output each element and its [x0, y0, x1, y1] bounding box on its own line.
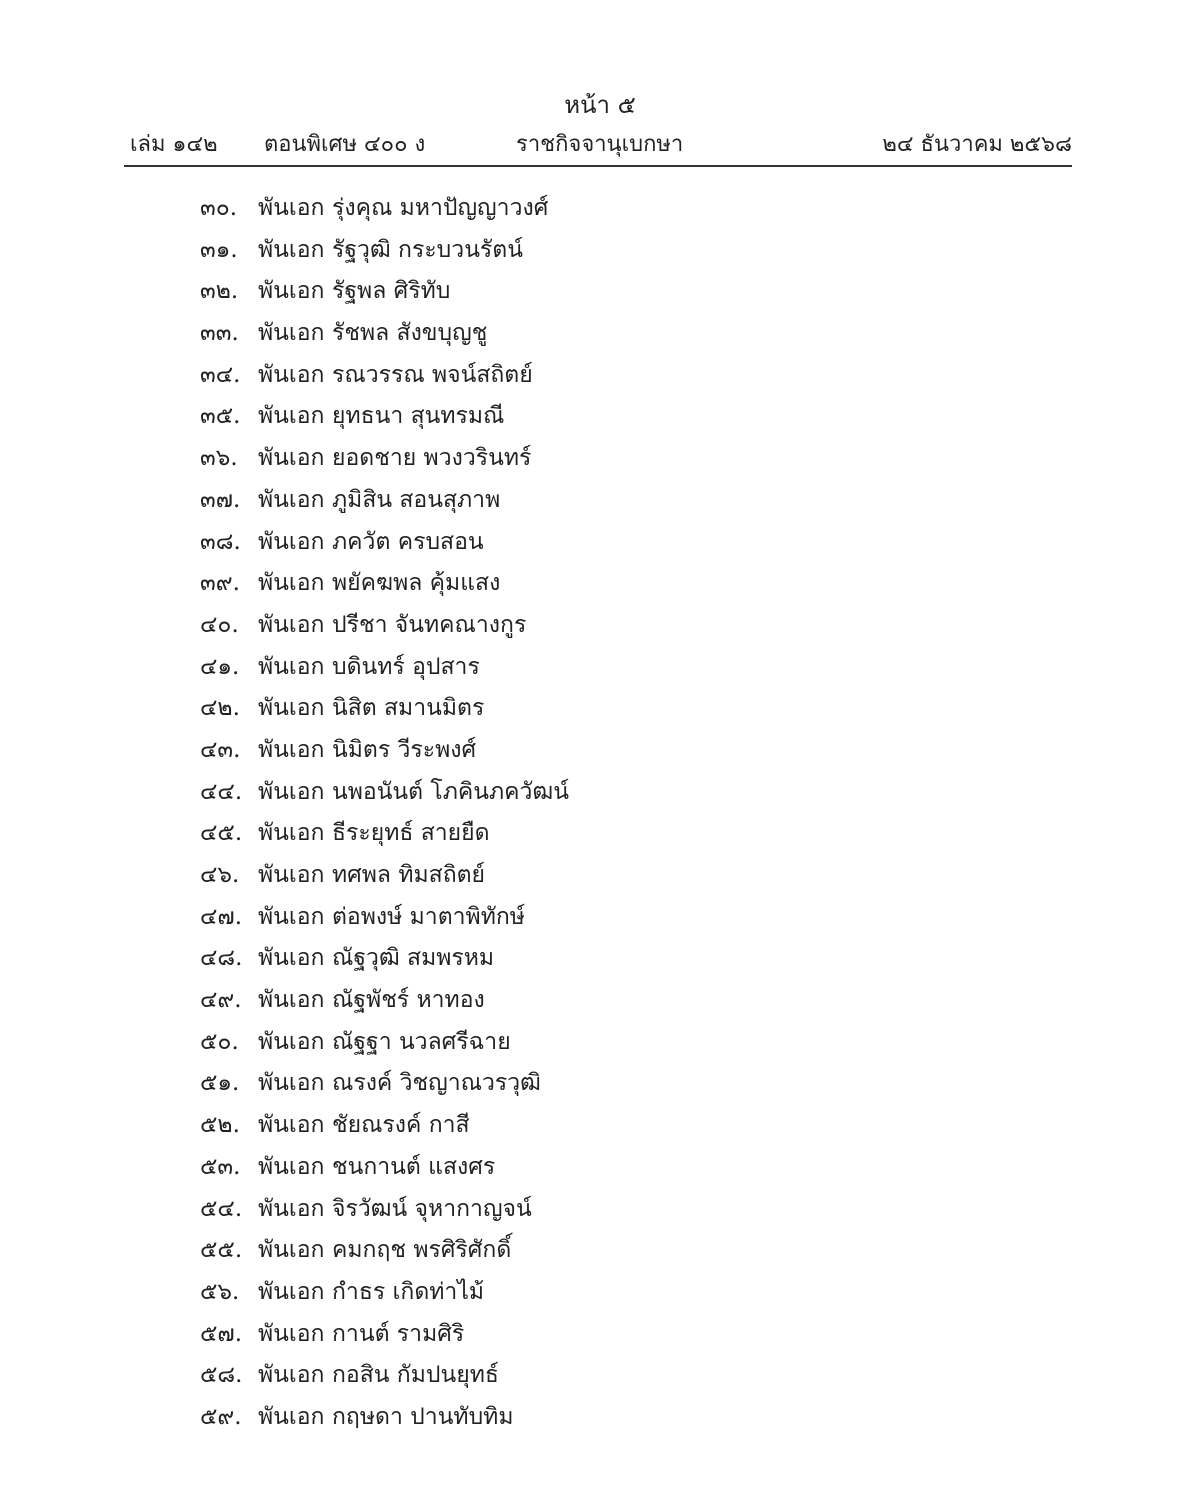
entry-name: ยุทธนา สุนทรมณี	[332, 403, 505, 430]
list-item	[0, 1189, 1200, 1231]
list-item	[0, 730, 1200, 772]
list-item	[0, 522, 1200, 564]
list-item	[0, 1063, 1200, 1105]
entry-name: รัฐพล ศิริทับ	[332, 278, 451, 305]
entry-number: ๓๑.	[200, 236, 238, 263]
entry-number: ๕๔.	[200, 1195, 243, 1222]
entry-rank: พันเอก	[258, 445, 325, 472]
entry-name: ต่อพงษ์ มาตาพิทักษ์	[332, 903, 525, 930]
entry-name: นพอนันต์ โภคินภควัฒน์	[332, 778, 569, 805]
entry-name: พยัคฆพล คุ้มแสง	[332, 570, 501, 597]
list-item	[0, 396, 1200, 438]
entry-number: ๕๕.	[200, 1237, 243, 1264]
gazette-title: ราชกิจจานุเบกษา	[516, 132, 684, 157]
entry-rank: พันเอก	[258, 403, 325, 430]
list-item	[0, 188, 1200, 230]
entry-rank: พันเอก	[258, 820, 325, 847]
entry-name: กอสิน กัมปนยุทธ์	[332, 1362, 499, 1389]
entry-rank: พันเอก	[258, 611, 325, 638]
entry-rank: พันเอก	[258, 278, 325, 305]
list-item	[0, 813, 1200, 855]
entry-name: บดินทร์ อุปสาร	[332, 653, 480, 680]
entry-rank: พันเอก	[258, 486, 325, 513]
list-item	[0, 563, 1200, 605]
entry-rank: พันเอก	[258, 736, 325, 763]
entry-rank: พันเอก	[258, 236, 325, 263]
entry-rank: พันเอก	[258, 653, 325, 680]
entry-number: ๓๗.	[200, 486, 241, 513]
page-number: หน้า ๕	[564, 91, 636, 119]
entry-name: ปรีชา จันทคณางกูร	[332, 611, 527, 638]
entry-number: ๔๔.	[200, 778, 243, 805]
volume-label: เล่ม ๑๔๒	[130, 132, 218, 157]
entry-rank: พันเอก	[258, 195, 325, 221]
entry-name: ยอดชาย พวงวรินทร์	[332, 445, 532, 472]
list-item	[0, 647, 1200, 689]
entry-name: กำธร เกิดท่าไม้	[332, 1278, 485, 1305]
entry-rank: พันเอก	[258, 320, 325, 347]
entry-number: ๓๘.	[200, 528, 241, 555]
entry-name: ภควัต ครบสอน	[332, 528, 484, 555]
entry-name: รณวรรณ พจน์สถิตย์	[332, 361, 533, 388]
entry-number: ๓๔.	[200, 361, 241, 388]
entry-name: คมกฤช พรศิริศักดิ์	[332, 1237, 512, 1264]
list-item	[0, 1314, 1200, 1356]
entry-rank: พันเอก	[258, 945, 325, 972]
list-item	[0, 355, 1200, 397]
list-item	[0, 480, 1200, 522]
header-divider	[124, 165, 1072, 167]
entry-number: ๓๓.	[200, 320, 239, 347]
list-item	[0, 897, 1200, 939]
entry-number: ๕๙.	[200, 1403, 242, 1430]
entry-name: รัฐวุฒิ กระบวนรัตน์	[332, 236, 523, 263]
list-item	[0, 271, 1200, 313]
entry-rank: พันเอก	[258, 1195, 325, 1222]
entry-name: นิสิต สมานมิตร	[332, 695, 485, 722]
entry-number: ๔๐.	[200, 611, 239, 638]
entry-rank: พันเอก	[258, 1028, 325, 1055]
entry-number: ๓๕.	[200, 403, 241, 430]
entry-number: ๓๖.	[200, 445, 238, 472]
list-item	[0, 1272, 1200, 1314]
name-list	[0, 188, 1200, 1439]
entry-number: ๔๕.	[200, 820, 243, 847]
entry-rank: พันเอก	[258, 1070, 325, 1097]
entry-name: กานต์ รามศิริ	[332, 1320, 465, 1347]
list-item	[0, 1355, 1200, 1397]
entry-number: ๓๐.	[200, 195, 238, 221]
entry-name: จิรวัฒน์ จุหากาญจน์	[332, 1195, 532, 1222]
entry-rank: พันเอก	[258, 1112, 325, 1139]
list-item	[0, 230, 1200, 272]
entry-rank: พันเอก	[258, 1362, 325, 1389]
list-item	[0, 313, 1200, 355]
entry-name: ณัฐวุฒิ สมพรหม	[332, 945, 495, 972]
entry-rank: พันเอก	[258, 1278, 325, 1305]
entry-number: ๕๗.	[200, 1320, 243, 1347]
entry-number: ๕๘.	[200, 1362, 243, 1389]
list-item	[0, 980, 1200, 1022]
entry-name: นิมิตร วีระพงศ์	[332, 736, 477, 763]
entry-rank: พันเอก	[258, 361, 325, 388]
entry-rank: พันเอก	[258, 862, 325, 888]
list-item	[0, 1105, 1200, 1147]
list-item	[0, 688, 1200, 730]
entry-number: ๔๖.	[200, 862, 240, 888]
entry-rank: พันเอก	[258, 528, 325, 555]
list-item	[0, 1397, 1200, 1439]
list-item	[0, 1022, 1200, 1064]
entry-number: ๓๒.	[200, 278, 239, 305]
entry-name: ธีระยุทธ์ สายยืด	[332, 820, 490, 847]
entry-number: ๕๒.	[200, 1112, 240, 1139]
entry-rank: พันเอก	[258, 1237, 325, 1264]
list-item	[0, 938, 1200, 980]
entry-number: ๔๓.	[200, 736, 241, 763]
list-item	[0, 1230, 1200, 1272]
entry-number: ๔๒.	[200, 695, 240, 722]
entry-number: ๔๘.	[200, 945, 243, 972]
entry-number: ๕๓.	[200, 1153, 241, 1180]
list-item	[0, 605, 1200, 647]
entry-name: ณัฐฐา นวลศรีฉาย	[332, 1028, 511, 1055]
entry-rank: พันเอก	[258, 778, 325, 805]
entry-name: ณรงค์ วิชญาณวรวุฒิ	[332, 1070, 541, 1097]
entry-number: ๕๐.	[200, 1028, 239, 1055]
entry-rank: พันเอก	[258, 987, 325, 1014]
entry-number: ๕๑.	[200, 1070, 240, 1097]
entry-number: ๓๙.	[200, 570, 240, 597]
entry-name: รัชพล สังขบุญชู	[332, 320, 488, 347]
issue-label: ตอนพิเศษ ๔๐๐ ง	[264, 132, 426, 157]
entry-name: ณัฐพัชร์ หาทอง	[332, 987, 485, 1014]
entry-name: กฤษดา ปานทับทิม	[332, 1403, 514, 1430]
list-item	[0, 438, 1200, 480]
entry-rank: พันเอก	[258, 1403, 325, 1430]
entry-name: ชนกานต์ แสงศร	[332, 1153, 496, 1180]
list-item	[0, 772, 1200, 814]
gazette-header	[124, 128, 1072, 162]
entry-name: ภูมิสิน สอนสุภาพ	[332, 486, 501, 513]
entry-number: ๔๗.	[200, 903, 243, 930]
entry-rank: พันเอก	[258, 695, 325, 722]
entry-name: ชัยณรงค์ กาสี	[332, 1112, 470, 1139]
list-item	[0, 1147, 1200, 1189]
entry-name: รุ่งคุณ มหาปัญญาวงศ์	[332, 195, 549, 221]
entry-number: ๕๖.	[200, 1278, 240, 1305]
entry-number: ๔๙.	[200, 987, 242, 1014]
entry-name: ทศพล ทิมสถิตย์	[332, 862, 486, 888]
entry-rank: พันเอก	[258, 1320, 325, 1347]
entry-rank: พันเอก	[258, 1153, 325, 1180]
entry-rank: พันเอก	[258, 903, 325, 930]
entry-rank: พันเอก	[258, 570, 325, 597]
list-item	[0, 855, 1200, 897]
entry-number: ๔๑.	[200, 653, 240, 680]
issue-date: ๒๔ ธันวาคม ๒๕๖๘	[882, 132, 1072, 157]
